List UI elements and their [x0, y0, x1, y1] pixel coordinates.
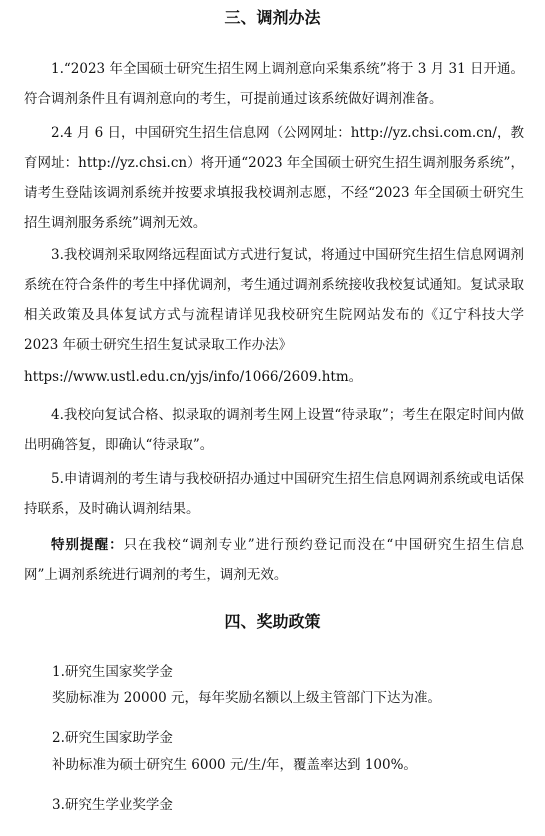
- award-item-3-label: 3.研究生学业奖学金: [52, 797, 173, 813]
- section3-title: 三、调剂办法: [224, 8, 321, 27]
- award-item-2-label: 2.研究生国家助学金: [52, 730, 173, 746]
- paragraph-3: 3.我校调剂采取网络远程面试方式进行复试，将通过中国研究生招生信息网调剂系统在符合条件的考生中择优调剂，考生通过调剂系统接收我校复试通知。复试录取相关政策及具体复试方式与流程请详见我校研究生院网站发布的《辽宁科技大学 2023 年硕士研究生招生复试录取工作办法》: [24, 247, 524, 353]
- paragraph-4: 4.我校向复试合格、拟录取的调剂考生网上设置“待录取”；考生在限定时间内做出明确答复，即确认“待录取”。: [24, 407, 524, 453]
- special-notice: [24, 530, 524, 590]
- special-notice-text: 只在我校“调剂专业”进行预约登记而没在“中国研究生招生信息网”上调剂系统进行调剂的考生，调剂无效。: [24, 537, 524, 583]
- paragraph-5: 5.申请调剂的考生请与我校研招办通过中国研究生招生信息网调剂系统或电话保持联系，及时确认调剂结果。: [24, 471, 524, 517]
- special-notice-label: 特别提醒：: [51, 537, 124, 553]
- award-item-1-label: 1.研究生国家奖学金: [52, 664, 173, 680]
- paragraph-2: 2.4 月 6 日，中国研究生招生信息网（公网网址：http://yz.chsi.com.cn/，教育网址：http://yz.chsi.cn）将开通“2023 年全国硕士研究生招生调剂服务系统”，请考生登陆该调剂系统并按要求填报我校调剂志愿，不经“2023 年全国硕士研究生招生调剂服务系统”调剂无效。: [24, 125, 524, 231]
- award-item-1-detail: 奖励标准为 20000 元，每年奖励名额以上级主管部门下达为准。: [52, 690, 442, 706]
- award-item-2-detail: 补助标准为硕士研究生 6000 元/生/年，覆盖率达到 100%。: [52, 757, 417, 773]
- url-line: https://www.ustl.edu.cn/yjs/info/1066/2609.htm。: [24, 369, 363, 385]
- paragraph-1: 1.“2023 年全国硕士研究生招生网上调剂意向采集系统”将于 3 月 31 日开通。符合调剂条件且有调剂意向的考生，可提前通过该系统做好调剂准备。: [24, 61, 524, 107]
- section4-title: 四、奖助政策: [224, 612, 321, 631]
